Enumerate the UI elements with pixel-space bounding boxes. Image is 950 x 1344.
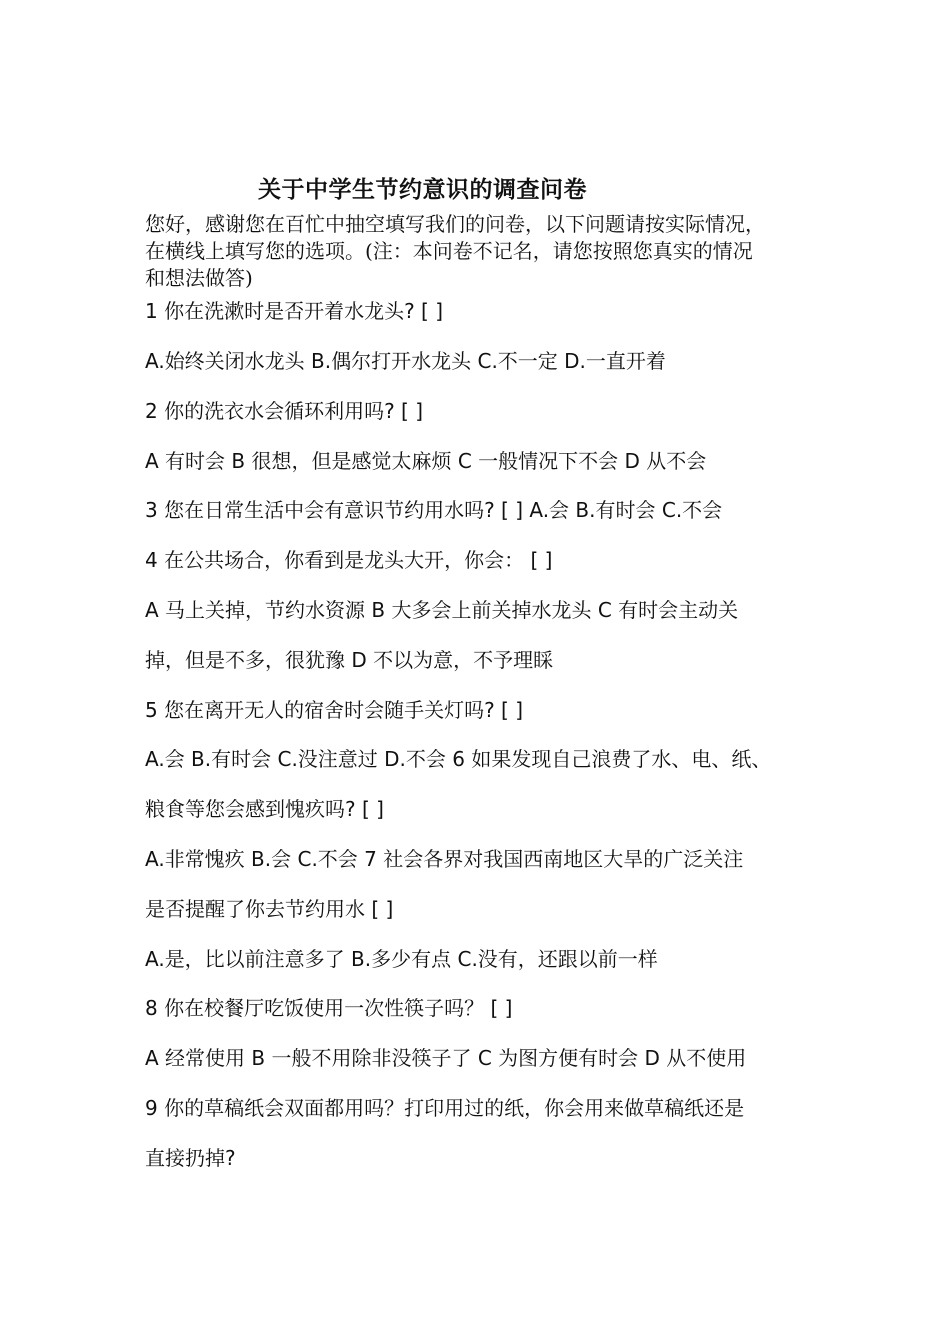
options-4-cont: 掉，但是不多，很犹豫 D 不以为意，不予理睬 [145, 648, 554, 672]
options-6-question-7: A.非常愧疚 B.会 C.不会 7 社会各界对我国西南地区大旱的广泛关注 [145, 847, 744, 871]
intro-line: 您好，感谢您在百忙中抽空填写我们的问卷，以下问题请按实际情况， [145, 212, 765, 236]
question-1: 1 你在洗漱时是否开着水龙头? [ ] [145, 299, 444, 323]
options-1: A.始终关闭水龙头 B.偶尔打开水龙头 C.不一定 D.一直开着 [145, 349, 666, 373]
question-4: 4 在公共场合，你看到是龙头大开，你会： [ ] [145, 548, 553, 572]
page-title: 关于中学生节约意识的调查问卷 [258, 176, 587, 203]
options-5-question-6: A.会 B.有时会 C.没注意过 D.不会 6 如果发现自己浪费了水、电、纸、 [145, 747, 772, 771]
intro-line: 和想法做答) [145, 266, 253, 290]
options-8: A 经常使用 B 一般不用除非没筷子了 C 为图方便有时会 D 从不使用 [145, 1046, 747, 1070]
question-2: 2 你的洗衣水会循环利用吗? [ ] [145, 399, 424, 423]
question-6-cont: 粮食等您会感到愧疚吗? [ ] [145, 797, 384, 821]
options-2: A 有时会 B 很想，但是感觉太麻烦 C 一般情况下不会 D 从不会 [145, 449, 707, 473]
question-8: 8 你在校餐厅吃饭使用一次性筷子吗？ [ ] [145, 996, 513, 1020]
options-7: A.是，比以前注意多了 B.多少有点 C.没有，还跟以前一样 [145, 947, 658, 971]
question-3: 3 您在日常生活中会有意识节约用水吗? [ ] A.会 B.有时会 C.不会 [145, 498, 723, 522]
question-5: 5 您在离开无人的宿舍时会随手关灯吗? [ ] [145, 698, 524, 722]
intro-line: 在横线上填写您的选项。(注：本问卷不记名，请您按照您真实的情况 [145, 239, 753, 263]
options-4: A 马上关掉，节约水资源 B 大多会上前关掉水龙头 C 有时会主动关 [145, 598, 739, 622]
question-7-cont: 是否提醒了你去节约用水 [ ] [145, 897, 394, 921]
question-9: 9 你的草稿纸会双面都用吗？打印用过的纸，你会用来做草稿纸还是 [145, 1096, 745, 1120]
question-9-cont: 直接扔掉? [145, 1146, 236, 1170]
